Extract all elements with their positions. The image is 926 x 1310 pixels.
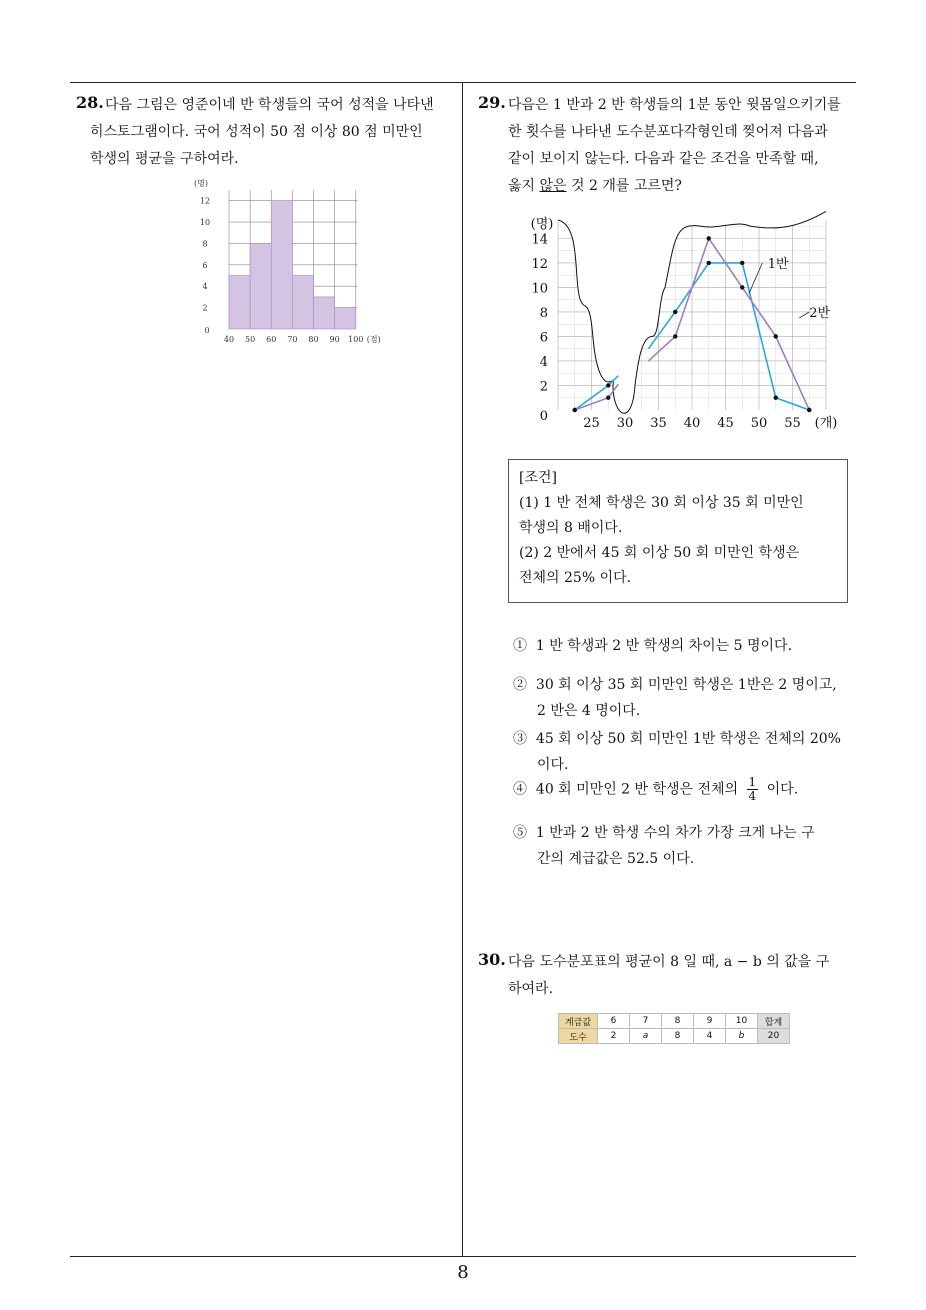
y-tick-label: 6 (202, 260, 208, 270)
table-cell: b (726, 1029, 758, 1044)
choice-3[interactable] (513, 726, 841, 778)
conditions-box (508, 459, 848, 603)
torn-mask (510, 210, 850, 413)
question-line: 다음 그림은 영준이네 반 학생들의 국어 성적을 나타낸 (105, 97, 434, 113)
data-point (606, 383, 610, 387)
x-tick-label: 40 (683, 416, 701, 431)
question-text (105, 92, 434, 119)
table-cell: 8 (662, 1029, 694, 1044)
data-point (606, 396, 610, 400)
histogram-bar (229, 276, 250, 329)
y-axis-label: (명) (194, 179, 208, 188)
y-tick-label: 12 (531, 256, 548, 272)
y-tick-label: 8 (202, 239, 208, 249)
choice-5[interactable] (513, 820, 815, 872)
y-tick-label: 10 (199, 218, 211, 228)
table-header-cell: 계급값 (559, 1014, 598, 1029)
choice-4[interactable] (513, 776, 798, 803)
question-line: 학생의 평균을 구하여라. (90, 151, 239, 167)
series-label-1반: 1반 (767, 256, 789, 272)
y-tick-label: 2 (539, 379, 548, 395)
choice-label: ② (513, 677, 527, 693)
question-number: 28. (76, 93, 104, 112)
histogram-bar (250, 243, 271, 329)
question-text (508, 92, 841, 200)
text-fragment: 것 2 개를 고르면? (566, 178, 682, 194)
x-axis-label: (개) (814, 416, 838, 431)
table-cell: 10 (726, 1014, 758, 1029)
frequency-table (558, 1013, 790, 1044)
column-divider (462, 82, 463, 1257)
data-point (707, 261, 711, 265)
x-tick-label: 80 (308, 335, 319, 344)
histogram-chart (185, 176, 385, 346)
series-label-2반: 2반 (809, 305, 831, 321)
y-tick-label: 0 (204, 326, 210, 335)
y-tick-label: 4 (539, 354, 548, 370)
choice-label: ③ (513, 731, 527, 747)
leader-line (799, 312, 809, 318)
condition-line: (1) 1 반 전체 학생은 30 회 이상 35 회 미만인 (519, 495, 804, 511)
fraction (747, 776, 759, 803)
y-tick-label: 12 (199, 196, 211, 206)
y-tick-label: 8 (539, 305, 548, 321)
x-tick-label: 25 (583, 416, 600, 431)
data-point (740, 261, 744, 265)
choice-text: 2 반은 4 명이다. (537, 703, 641, 719)
table-cell: a (630, 1029, 662, 1044)
question-line: 하여라. (508, 981, 554, 997)
fraction-denominator: 4 (748, 789, 757, 803)
table-row (559, 1014, 790, 1029)
x-tick-label: 90 (329, 335, 340, 344)
page-number: 8 (457, 1262, 469, 1283)
histogram-bar (271, 201, 292, 329)
table-cell: 7 (630, 1014, 662, 1029)
data-point (774, 334, 778, 338)
question-number: 29. (478, 93, 506, 112)
data-point (807, 408, 811, 412)
choice-text: 이다. (537, 757, 569, 773)
bottom-rule (70, 1256, 856, 1257)
table-cell: 6 (598, 1014, 630, 1029)
condition-line: 학생의 8 배이다. (519, 520, 623, 536)
histogram-bar (292, 276, 313, 329)
data-point (573, 408, 577, 412)
choice-label: ① (513, 638, 527, 654)
data-point (673, 334, 677, 338)
table-row (559, 1029, 790, 1044)
x-tick-label: 50 (245, 335, 256, 344)
fraction-numerator: 1 (748, 775, 757, 789)
condition-line: 전체의 25% 이다. (519, 570, 632, 586)
y-tick-label: 0 (539, 409, 548, 424)
table-cell: 8 (662, 1014, 694, 1029)
histogram-bar (314, 297, 335, 329)
question-line: 히스토그램이다. 국어 성적이 50 점 이상 80 점 미만인 (90, 124, 423, 140)
table-total-cell: 20 (758, 1029, 790, 1044)
choice-text: 1 반과 2 반 학생 수의 차가 가장 크게 나는 구 (535, 825, 815, 841)
question-line: 한 횟수를 나타낸 도수분포다각형인데 찢어져 다음과 (508, 124, 828, 140)
choice-1[interactable] (513, 633, 792, 659)
x-tick-label: 35 (650, 416, 667, 431)
x-tick-label: 100 (348, 335, 364, 344)
choice-text: 1 반 학생과 2 반 학생의 차이는 5 명이다. (535, 638, 793, 654)
y-tick-label: 4 (202, 282, 208, 292)
table-cell: 2 (598, 1029, 630, 1044)
choice-text: 30 회 이상 35 회 미만인 학생은 1반은 2 명이고, (535, 677, 837, 693)
question-line: 다음은 1 반과 2 반 학생들의 1분 동안 윗몸일으키기를 (508, 97, 841, 113)
table-cell: 4 (694, 1029, 726, 1044)
choice-label: ⑤ (513, 825, 527, 841)
question-line: 같이 보이지 않는다. 다음과 같은 조건을 만족할 때, (508, 151, 819, 167)
condition-line: (2) 2 반에서 45 회 이상 50 회 미만인 학생은 (519, 545, 800, 561)
y-tick-label: 10 (531, 281, 548, 297)
top-rule (70, 82, 856, 83)
choice-text: 간의 계급값은 52.5 이다. (537, 851, 695, 867)
x-tick-label: 70 (287, 335, 298, 344)
table-cell: 9 (694, 1014, 726, 1029)
x-axis-label: (점) (366, 335, 381, 344)
y-tick-label: 2 (202, 303, 208, 313)
x-tick-label: 50 (750, 416, 768, 431)
question-line (508, 173, 841, 200)
question-line: 다음 도수분포표의 평균이 8 일 때, a − b 의 값을 구 (508, 954, 830, 970)
histogram-bar (335, 308, 356, 329)
question-number: 30. (478, 950, 506, 969)
y-axis-label: (명) (530, 217, 554, 232)
x-tick-label: 45 (717, 416, 734, 431)
choice-text: 40 회 미만인 2 반 학생은 전체의 (535, 781, 739, 798)
choice-2[interactable] (513, 672, 837, 724)
choice-label: ④ (513, 781, 527, 798)
x-tick-label: 55 (784, 416, 801, 431)
y-tick-label: 6 (539, 330, 548, 346)
x-tick-label: 30 (616, 416, 634, 431)
leader-line (749, 263, 762, 294)
question-text (90, 119, 423, 173)
y-tick-label: 14 (531, 232, 548, 248)
choice-text: 45 회 이상 50 회 미만인 1반 학생은 전체의 20% (535, 731, 841, 747)
table-header-cell: 도수 (559, 1029, 598, 1044)
data-point (740, 285, 744, 289)
x-tick-label: 40 (223, 335, 235, 344)
table-total-cell: 합계 (758, 1014, 790, 1029)
frequency-polygon-chart (510, 210, 850, 455)
text-fragment: 옳지 (508, 178, 540, 194)
data-point (774, 396, 778, 400)
underlined-word: 않은 (539, 178, 567, 194)
choice-text: 이다. (766, 781, 799, 798)
data-point (673, 310, 677, 314)
conditions-title: [조건] (519, 470, 557, 486)
data-point (707, 236, 711, 240)
question-text (508, 949, 829, 1003)
x-tick-label: 60 (266, 335, 277, 344)
